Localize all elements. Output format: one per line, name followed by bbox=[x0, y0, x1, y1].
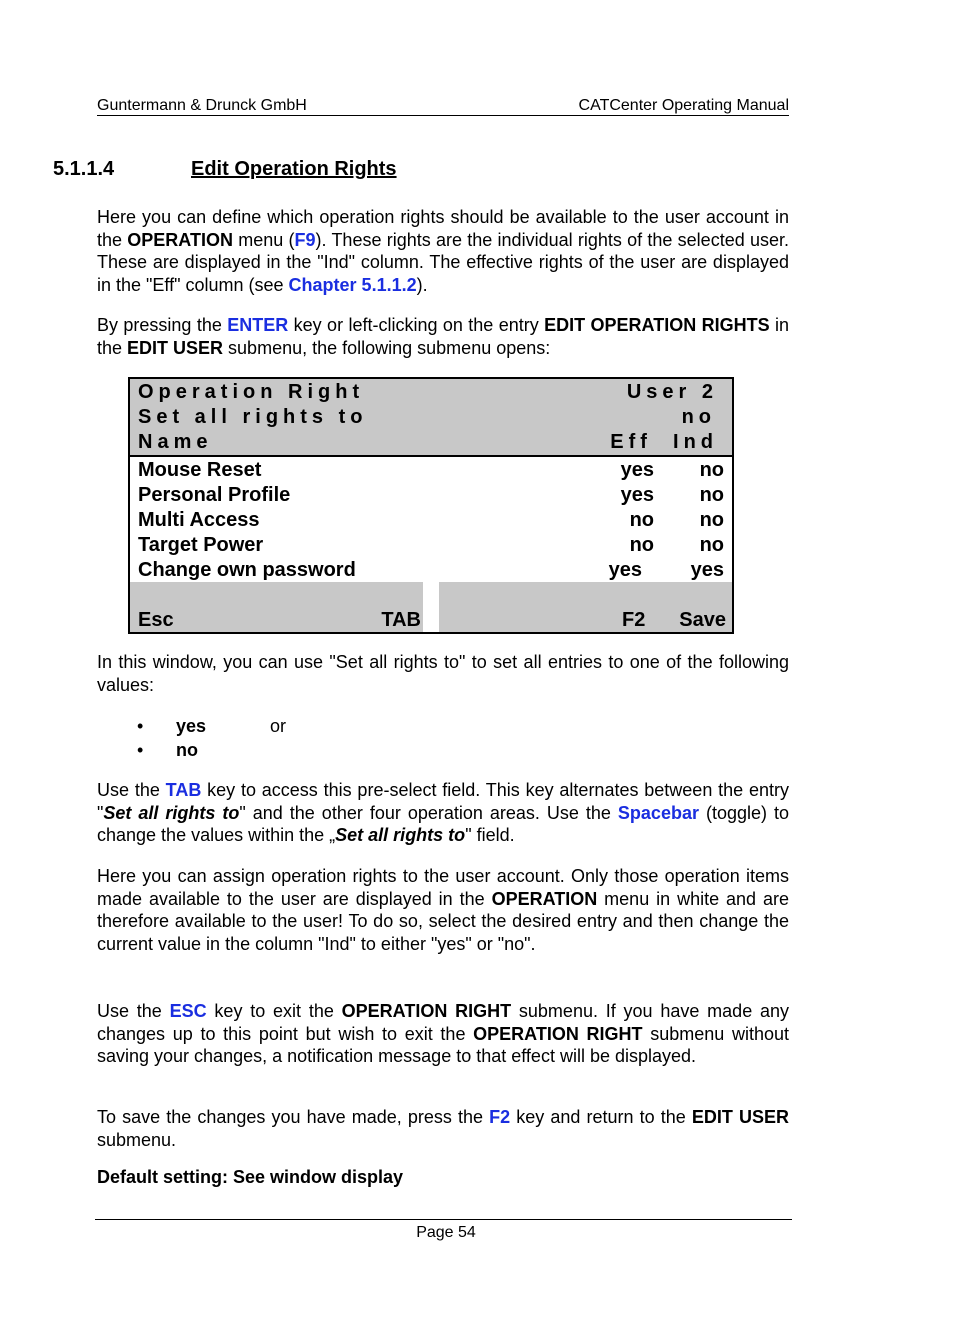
section-number: 5.1.1.4 bbox=[53, 158, 115, 180]
paragraph-open-submenu: By pressing the ENTER key or left-clicking on the entry EDIT OPERATION RIGHTS in the EDIT USER submenu, the following submenu opens: bbox=[97, 315, 789, 358]
column-header-row bbox=[138, 430, 718, 455]
ind-value[interactable]: no bbox=[699, 484, 724, 506]
ind-value[interactable]: no bbox=[699, 534, 724, 556]
right-name: Target Power bbox=[138, 534, 264, 556]
column-eff-ind-header: Eff Ind bbox=[610, 431, 718, 453]
paragraph-save: To save the changes you have made, press the F2 key and return to the EDIT USER submenu. bbox=[97, 1107, 790, 1150]
window-title: Operation Right bbox=[138, 381, 365, 403]
table-row[interactable] bbox=[138, 558, 724, 583]
chapter-link[interactable]: Chapter 5.1.1.2 bbox=[288, 275, 417, 296]
tab-button[interactable]: TAB bbox=[381, 609, 421, 631]
paragraph-assign-rights: Here you can assign operation rights to the user account. Only those operation items made available to the user are displayed in the OPERATION menu in white and are therefore available to the user! To do so, select the desired entry and then change the current value in the column "Ind" to either "yes" or "no". bbox=[97, 866, 789, 955]
table-row[interactable] bbox=[138, 483, 724, 508]
eff-value: yes bbox=[620, 484, 654, 506]
f2-key-label[interactable]: F2 bbox=[622, 609, 646, 631]
right-name: Multi Access bbox=[138, 509, 260, 531]
bullet-no: no bbox=[176, 740, 198, 760]
window-header bbox=[130, 379, 732, 457]
table-row[interactable] bbox=[138, 458, 724, 483]
header-manual-title: CATCenter Operating Manual bbox=[578, 97, 789, 114]
header-company: Guntermann & Drunck GmbH bbox=[97, 97, 307, 114]
save-button[interactable]: Save bbox=[679, 609, 726, 631]
key-esc: ESC bbox=[169, 1001, 207, 1021]
key-f9: F9 bbox=[294, 229, 316, 250]
set-all-rights-label: Set all rights to bbox=[138, 406, 368, 428]
key-enter: ENTER bbox=[227, 315, 289, 335]
ind-value[interactable]: yes bbox=[690, 559, 724, 581]
keyword-operation: OPERATION bbox=[127, 229, 233, 250]
right-name: Mouse Reset bbox=[138, 459, 262, 481]
footer-left-bar bbox=[130, 582, 423, 632]
key-f2: F2 bbox=[489, 1107, 511, 1127]
paragraph-set-all: In this window, you can use "Set all rights to" to set all entries to one of the following values: bbox=[97, 652, 789, 695]
window-title-row bbox=[138, 380, 718, 405]
eff-value: no bbox=[629, 509, 654, 531]
table-row[interactable] bbox=[138, 533, 724, 558]
table-row[interactable] bbox=[138, 508, 724, 533]
paragraph-intro: Here you can define which operation rights should be available to the user account in the OPERATION menu (F9). These rights are the individual rights of the selected user. These are displayed in the "Ind" column. The effective rights of the user are displayed in the "Eff" column (see Chapter 5.1.1.2). bbox=[97, 207, 789, 296]
column-name-header: Name bbox=[138, 431, 213, 453]
bullet-dot: • bbox=[137, 740, 144, 760]
bullet-or: or bbox=[270, 716, 287, 736]
paragraph-esc-key: Use the ESC key to exit the OPERATION RIGHT submenu. If you have made any changes up to this point but wish to exit the OPERATION RIGHT submenu without saving your changes, a notification message to that effect will be displayed. bbox=[97, 1001, 790, 1067]
ind-value[interactable]: no bbox=[699, 509, 724, 531]
set-all-rights-value[interactable]: no bbox=[681, 406, 716, 428]
user-label: User 2 bbox=[626, 381, 718, 403]
eff-value: yes bbox=[620, 459, 654, 481]
footer-rule bbox=[95, 1219, 792, 1220]
paragraph-tab-key: Use the TAB key to access this pre-select field. This key alternates between the entry "Set all rights to" and the other four operation areas. Use the Spacebar (toggle) to change the values within the „Set all rights to" field. bbox=[97, 780, 789, 846]
right-name: Personal Profile bbox=[138, 484, 291, 506]
default-setting: Default setting: See window display bbox=[97, 1167, 404, 1187]
key-spacebar: Spacebar bbox=[617, 802, 699, 823]
set-all-rights-row[interactable] bbox=[138, 405, 716, 430]
eff-value: yes bbox=[608, 559, 642, 581]
right-name: Change own password bbox=[138, 559, 356, 581]
esc-button[interactable]: Esc bbox=[138, 609, 174, 631]
section-title: Edit Operation Rights bbox=[191, 158, 397, 180]
bullet-dot: • bbox=[137, 716, 144, 736]
header-rule bbox=[97, 115, 789, 116]
eff-value: no bbox=[629, 534, 654, 556]
bullet-yes: yes bbox=[176, 716, 207, 736]
page-number: Page 54 bbox=[416, 1224, 476, 1241]
ind-value[interactable]: no bbox=[699, 459, 724, 481]
key-tab: TAB bbox=[165, 780, 202, 800]
footer-right-bar bbox=[439, 582, 732, 632]
operation-right-window bbox=[128, 377, 734, 634]
